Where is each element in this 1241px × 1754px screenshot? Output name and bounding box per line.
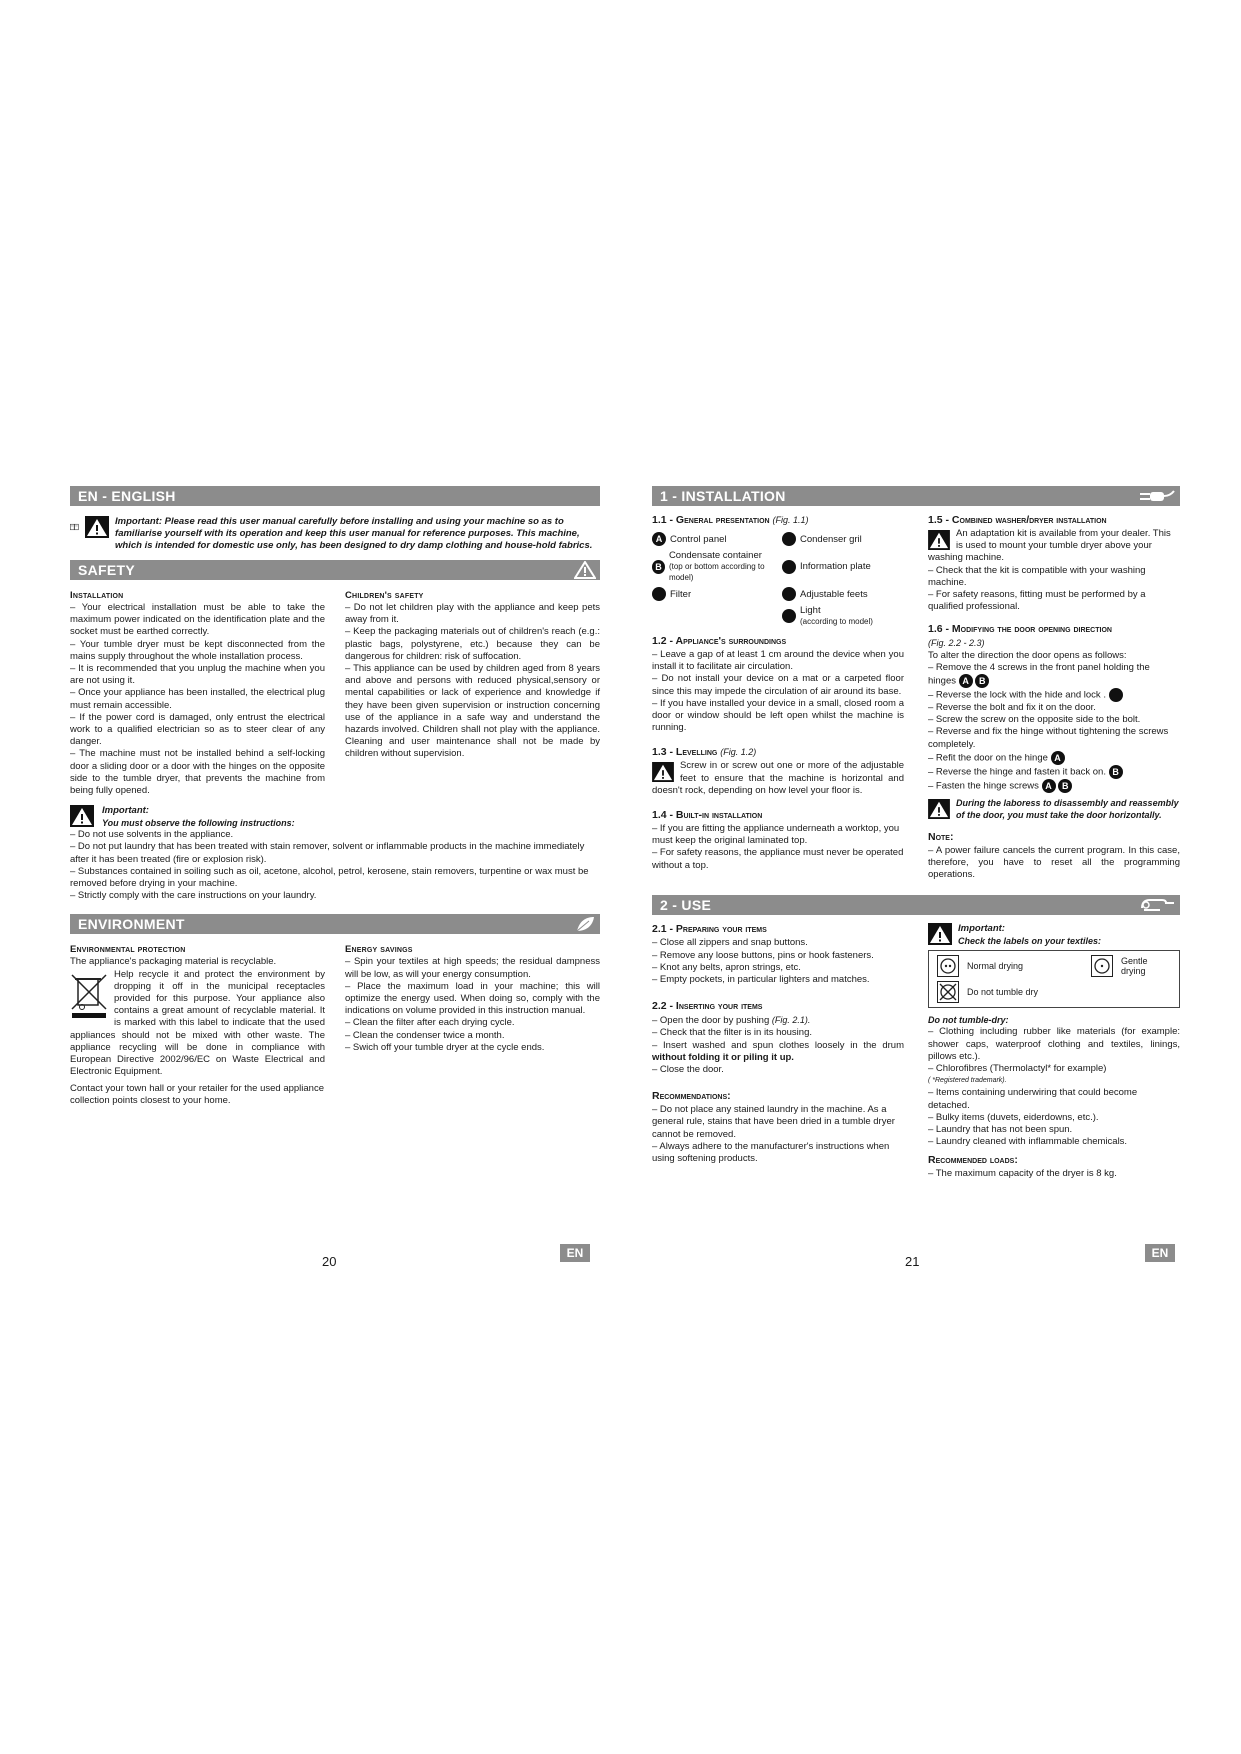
important-text: – Do not use solvents in the appliance. – Do not put laundry that has been treated with stain remover, solvent or inflammable products in the machine immediately after it has been treated (fire or explosion risk). – Substances contained in soiling such as oil, acetone, alcohol, petrol, kerosene, stain removers, turpentine or wax must be removed before drying in your machine. – Strictly comply with the care instructions on your laundry. bbox=[70, 829, 589, 902]
s22-text-2: – Check that the filter is in its housing. – Insert washed and spun clothes loosely in the drum without folding it or piling it up. bbox=[652, 1027, 904, 1063]
s16-step-2: – Reverse the lock with the hide and lock . bbox=[928, 688, 1180, 702]
right-page bbox=[652, 486, 1180, 1181]
energy-text: – Spin your textiles at high speeds; the residual dampness will be low, as will your energy consumption. – Place the maximum load in your machine; this will optimize the energy used. When doing so, comply with the indications on volume provided in this instruction manual. – Clean the filter after each drying cycle. – Clean the condenser twice a month. – Swich off your tumble dryer at the cycle ends. bbox=[345, 956, 600, 1053]
textile-labels-box bbox=[928, 950, 1180, 1008]
section-header-installation: 1 - INSTALLATION bbox=[652, 486, 1180, 506]
imp-sub: Check the labels on your textiles: bbox=[958, 936, 1102, 947]
lang-badge-left: EN bbox=[560, 1244, 590, 1262]
badge-b: B bbox=[975, 674, 989, 688]
energy-savings bbox=[345, 944, 600, 1106]
children-title: Children's safety bbox=[345, 590, 424, 601]
children-text: – Do not let children play with the appliance and keep pets away from it. – Keep the packaging materials out of children's reach (e.g.: plastic bags, polystyrene, etc.) because they can be dangerous for children: risk of suffocation. – This appliance can be used by children aged from 8 years and above and persons with reduced physical,sensory or mental capabilities or lack of experience and knowledge if they have been given supervision or instruction concerning use of the appliance in a safe way and understand the hazards involved. Children shall not play with the appliance. Cleaning and user maintenance shall not be made by children without supervision. bbox=[345, 602, 600, 760]
loads-text: – The maximum capacity of the dryer is 8 kg. bbox=[928, 1168, 1117, 1180]
part-f: Adjustable feets bbox=[782, 587, 912, 601]
env-protection-contact: Contact your town hall or your retailer for the used appliance collection points closest to your home. bbox=[70, 1082, 324, 1106]
section-header-english: EN - ENGLISH bbox=[70, 486, 600, 506]
s11-title: 1.1 - General presentation (Fig. 1.1) bbox=[652, 514, 809, 526]
warning-icon bbox=[928, 923, 952, 945]
part-b: B Condensate container (top or bottom according to model) bbox=[652, 550, 782, 583]
s12-text: – Leave a gap of at least 1 cm around the device when you install it to facilitate air circulation. – Do not install your device on a mat or a carpeted floor since this may impede the circulation of air around its base. – If you have installed your device in a small, closed room a door or window should be left open whilst the machine is running. bbox=[652, 649, 904, 734]
plug-icon bbox=[1136, 487, 1176, 505]
weee-bin-icon bbox=[70, 971, 108, 1019]
env-protection-intro: The appliance's packaging material is recyclable. bbox=[70, 956, 277, 968]
s16-title: 1.6 - Modifying the door opening direction bbox=[928, 623, 1112, 636]
part-a: A Control panel bbox=[652, 532, 782, 546]
no-tumble-title: Do not tumble-dry: bbox=[928, 1015, 1009, 1026]
left-page bbox=[70, 486, 600, 1107]
label-no-tumble: Do not tumble dry bbox=[937, 981, 1171, 1003]
installation-title: Installation bbox=[70, 590, 124, 601]
environmental-protection bbox=[70, 944, 325, 1106]
rec-title: Recommendations: bbox=[652, 1090, 731, 1103]
warning-icon bbox=[928, 530, 950, 550]
badge-g bbox=[782, 609, 796, 623]
env-protection-title: Environmental protection bbox=[70, 944, 186, 956]
registered-note: ( *Registered trademark). bbox=[928, 1077, 1007, 1085]
gentle-drying-icon bbox=[1091, 955, 1113, 977]
label-gentle: Gentle drying bbox=[1091, 955, 1171, 977]
section-header-environment: ENVIRONMENT bbox=[70, 914, 600, 934]
badge-b: B bbox=[1058, 779, 1072, 793]
badge-a: A bbox=[652, 532, 666, 546]
important-intro bbox=[70, 516, 600, 552]
book-icon bbox=[70, 516, 79, 538]
s16-intro: To alter the direction the door opens as follows: bbox=[928, 649, 1127, 661]
s21-text: – Close all zippers and snap buttons. – Remove any loose buttons, pins or hook fasteners. – Knot any belts, apron strings, etc. – Empty pockets, in particular lighters and matches. bbox=[652, 937, 874, 986]
imp-labels-block bbox=[928, 923, 1180, 947]
part-spacer bbox=[652, 605, 782, 627]
installation-text: – Your electrical installation must be able to take the maximum power indicated on the identification plate and the socket must be earthed correctly. – Your tumble dryer must be kept disconnected from the mains supply throughout the whole installation process. – It is recommended that you unplug the machine when you are not using it. – Once your appliance has been installed, the electrical plug must remain accessible. – If the power cord is damaged, only entrust the electrical work to a qualified electrician so as to steer clear of any danger. – The machine must not be installed behind a self-locking door a sliding door or a door with the hinges on the opposite side to the tumble dryer, that prevents the machine from being fully opened. bbox=[70, 602, 325, 797]
section-header-use: 2 - USE bbox=[652, 895, 1180, 915]
installation-safety bbox=[70, 590, 325, 797]
s16-step-1: – Remove the 4 screws in the front panel holding the hinges A B bbox=[928, 661, 1150, 687]
no-tumble-text: – Clothing including rubber like materials (for example: shower caps, waterproof clothing and textiles, linings, pillows etc.). – Chlorofibres (Thermolactyl* for example) bbox=[928, 1026, 1180, 1075]
children-safety bbox=[345, 590, 600, 797]
important-sub: You must observe the following instructions: bbox=[102, 818, 295, 829]
s13-text: Screw in or screw out one or more of the adjustable feet to ensure that the machine is horizontal and doesn't rock, depending on how level your floor is. bbox=[652, 760, 904, 796]
s16-step-7: – Reverse the hinge and fasten it back on. B bbox=[928, 765, 1180, 779]
s16-warning bbox=[928, 797, 1180, 821]
part-d: Condenser gril bbox=[782, 532, 912, 546]
warning-icon bbox=[928, 799, 950, 819]
normal-drying-icon bbox=[937, 955, 959, 977]
lang-badge-right: EN bbox=[1145, 1244, 1175, 1262]
important-block bbox=[70, 805, 600, 829]
no-tumble-text-2: – Items containing underwiring that could become detached. – Bulky items (duvets, eiderdowns, etc.). – Laundry that has not been spun. – Laundry cleaned with inflammable chemicals. bbox=[928, 1087, 1138, 1148]
s22-text-3: – Close the door. bbox=[652, 1064, 724, 1076]
s16-fig: (Fig. 2.2 - 2.3) bbox=[928, 638, 985, 649]
s16-step-6: – Refit the door on the hinge A bbox=[928, 751, 1180, 765]
part-c: Filter bbox=[652, 587, 782, 601]
badge-c bbox=[652, 587, 666, 601]
s22-text-1: – Open the door by pushing (Fig. 2.1). bbox=[652, 1015, 811, 1027]
s16-step-4: – Screw the screw on the opposite side to the bolt. bbox=[928, 714, 1141, 726]
part-g: Light (according to model) bbox=[782, 605, 912, 627]
badge-b: B bbox=[1109, 765, 1123, 779]
page-number-left: 20 bbox=[322, 1254, 337, 1269]
s15-text: An adaptation kit is available from your dealer. This is used to mount your tumble dryer above your washing machine. – Check that the kit is compatible with your washing machine. – For safety reasons, fitting must be performed by a qualified professional. bbox=[928, 528, 1171, 613]
note-text: – A power failure cancels the current program. In this case, therefore, you have to reset all the programming operations. bbox=[928, 844, 1180, 881]
no-tumble-icon bbox=[937, 981, 959, 1003]
important-label: Important: bbox=[102, 805, 149, 817]
s22-title: 2.2 - Inserting your items bbox=[652, 1000, 763, 1013]
badge-b: B bbox=[652, 560, 665, 574]
warning-icon bbox=[652, 762, 674, 782]
s16-step-8: – Fasten the hinge screws A B bbox=[928, 779, 1180, 793]
label-normal: Normal drying bbox=[937, 955, 1037, 977]
note-title: Note: bbox=[928, 830, 954, 843]
badge-e bbox=[782, 560, 796, 574]
leaf-icon bbox=[574, 915, 596, 933]
badge-d bbox=[782, 532, 796, 546]
warning-icon bbox=[70, 805, 94, 827]
s12-title: 1.2 - Appliance's surroundings bbox=[652, 635, 787, 647]
loads-title: Recommended loads: bbox=[928, 1154, 1018, 1167]
badge-f bbox=[782, 587, 796, 601]
badge-a: A bbox=[1042, 779, 1056, 793]
warning-icon bbox=[85, 516, 109, 538]
hand-icon bbox=[1136, 896, 1176, 914]
s14-text: – If you are fitting the appliance underneath a worktop, you must keep the original laminated top. – For safety reasons, the appliance must never be operated without a top. bbox=[652, 823, 904, 871]
badge-a: A bbox=[959, 674, 973, 688]
page-number-right: 21 bbox=[905, 1254, 920, 1269]
s16-warn-text: During the laboress to disassembly and reassembly of the door, you must take the door horizontally. bbox=[956, 797, 1179, 820]
s21-title: 2.1 - Preparing your items bbox=[652, 923, 767, 936]
env-protection-text: Help recycle it and protect the environment by dropping it off in the municipal receptacles provided for this purpose. Your appliance also contains a great amount of recyclable material. It is marked with this label to indicate that the used appliances should not be mixed with other waste. The appliance recycling will be done in compliance with European Directive 2002/96/EC on Waste Electrical and Electronic Equipment. bbox=[70, 968, 325, 1078]
s13-title: 1.3 - Levelling (Fig. 1.2) bbox=[652, 746, 757, 759]
badge-a: A bbox=[1051, 751, 1065, 765]
s16-step-3: – Reverse the bolt and fix it on the door. bbox=[928, 702, 1096, 714]
parts-legend bbox=[652, 532, 904, 627]
rec-text: – Do not place any stained laundry in the machine. As a general rule, stains that have been dried in a tumble dryer cannot be removed. – Always adhere to the manufacturer's instructions when using softening products. bbox=[652, 1104, 895, 1165]
badge-dot bbox=[1109, 688, 1123, 702]
part-e: Information plate bbox=[782, 550, 912, 583]
imp-label: Important: bbox=[958, 923, 1005, 935]
s15-title: 1.5 - Combined washer/dryer installation bbox=[928, 514, 1107, 526]
s16-step-5: – Reverse and fix the hinge without tightening the screws completely. bbox=[928, 726, 1169, 750]
important-intro-text: Important: Please read this user manual carefully before installing and using your machine so as to familiarise yourself with its operation and keep this user manual for reference purposes. This machine, which is intended for domestic use only, has been designed to dry damp clothing and house-hold fabrics. bbox=[115, 516, 593, 551]
energy-title: Energy savings bbox=[345, 944, 413, 956]
warning-icon bbox=[574, 561, 596, 579]
section-header-safety: SAFETY bbox=[70, 560, 600, 580]
s14-title: 1.4 - Built-in installation bbox=[652, 809, 763, 822]
